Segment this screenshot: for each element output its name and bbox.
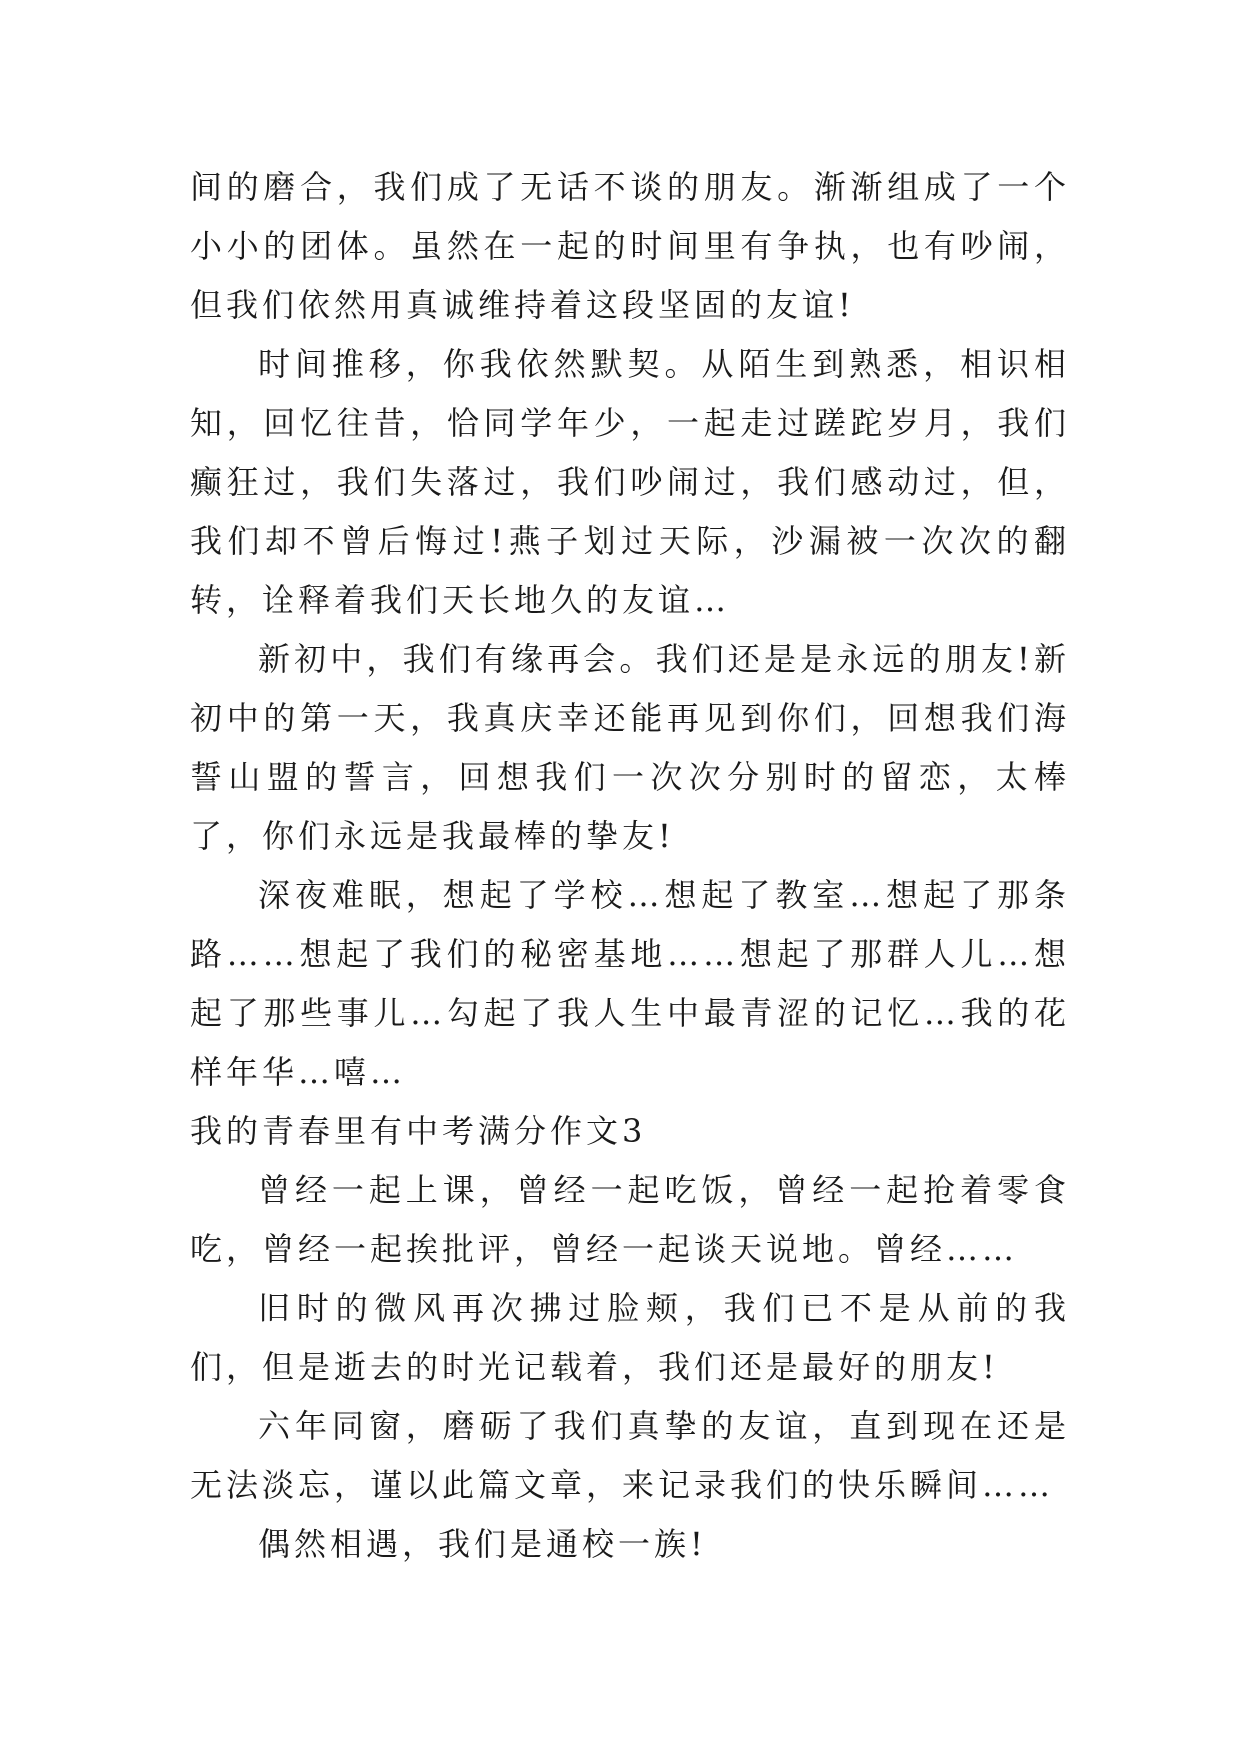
section-heading: 我的青春里有中考满分作文3 [190,1112,647,1150]
paragraph-4: 深夜难眠，想起了学校…想起了教室…想起了那条路……想起了我们的秘密基地……想起了那群人儿…想起了那些事儿…勾起了我人生中最青涩的记忆…我的花样年华…嘻… [190,876,1070,1091]
paragraph-5: 曾经一起上课，曾经一起吃饭，曾经一起抢着零食吃，曾经一起挨批评，曾经一起谈天说地。曾经…… [190,1171,1070,1268]
paragraph-3: 新初中，我们有缘再会。我们还是是永远的朋友!新初中的第一天，我真庆幸还能再见到你们，回想我们海誓山盟的誓言，回想我们一次次分别时的留恋，太棒了，你们永远是我最棒的挚友! [190,640,1070,855]
paragraph-8: 偶然相遇，我们是通校一族! [258,1525,707,1563]
document-page [190,158,1070,1574]
paragraph-2: 时间推移，你我依然默契。从陌生到熟悉，相识相知，回忆往昔，恰同学年少，一起走过蹉跎岁月，我们癫狂过，我们失落过，我们吵闹过，我们感动过，但，我们却不曾后悔过!燕子划过天际，沙漏被一次次的翻转，诠释着我们天长地久的友谊… [190,345,1070,619]
paragraph-7: 六年同窗，磨砺了我们真挚的友谊，直到现在还是无法淡忘，谨以此篇文章，来记录我们的快乐瞬间…… [190,1407,1070,1504]
paragraph-1: 间的磨合，我们成了无话不谈的朋友。渐渐组成了一个小小的团体。虽然在一起的时间里有争执，也有吵闹，但我们依然用真诚维持着这段坚固的友谊! [190,168,1070,324]
paragraph-6: 旧时的微风再次拂过脸颊，我们已不是从前的我们，但是逝去的时光记载着，我们还是最好的朋友! [190,1289,1070,1386]
